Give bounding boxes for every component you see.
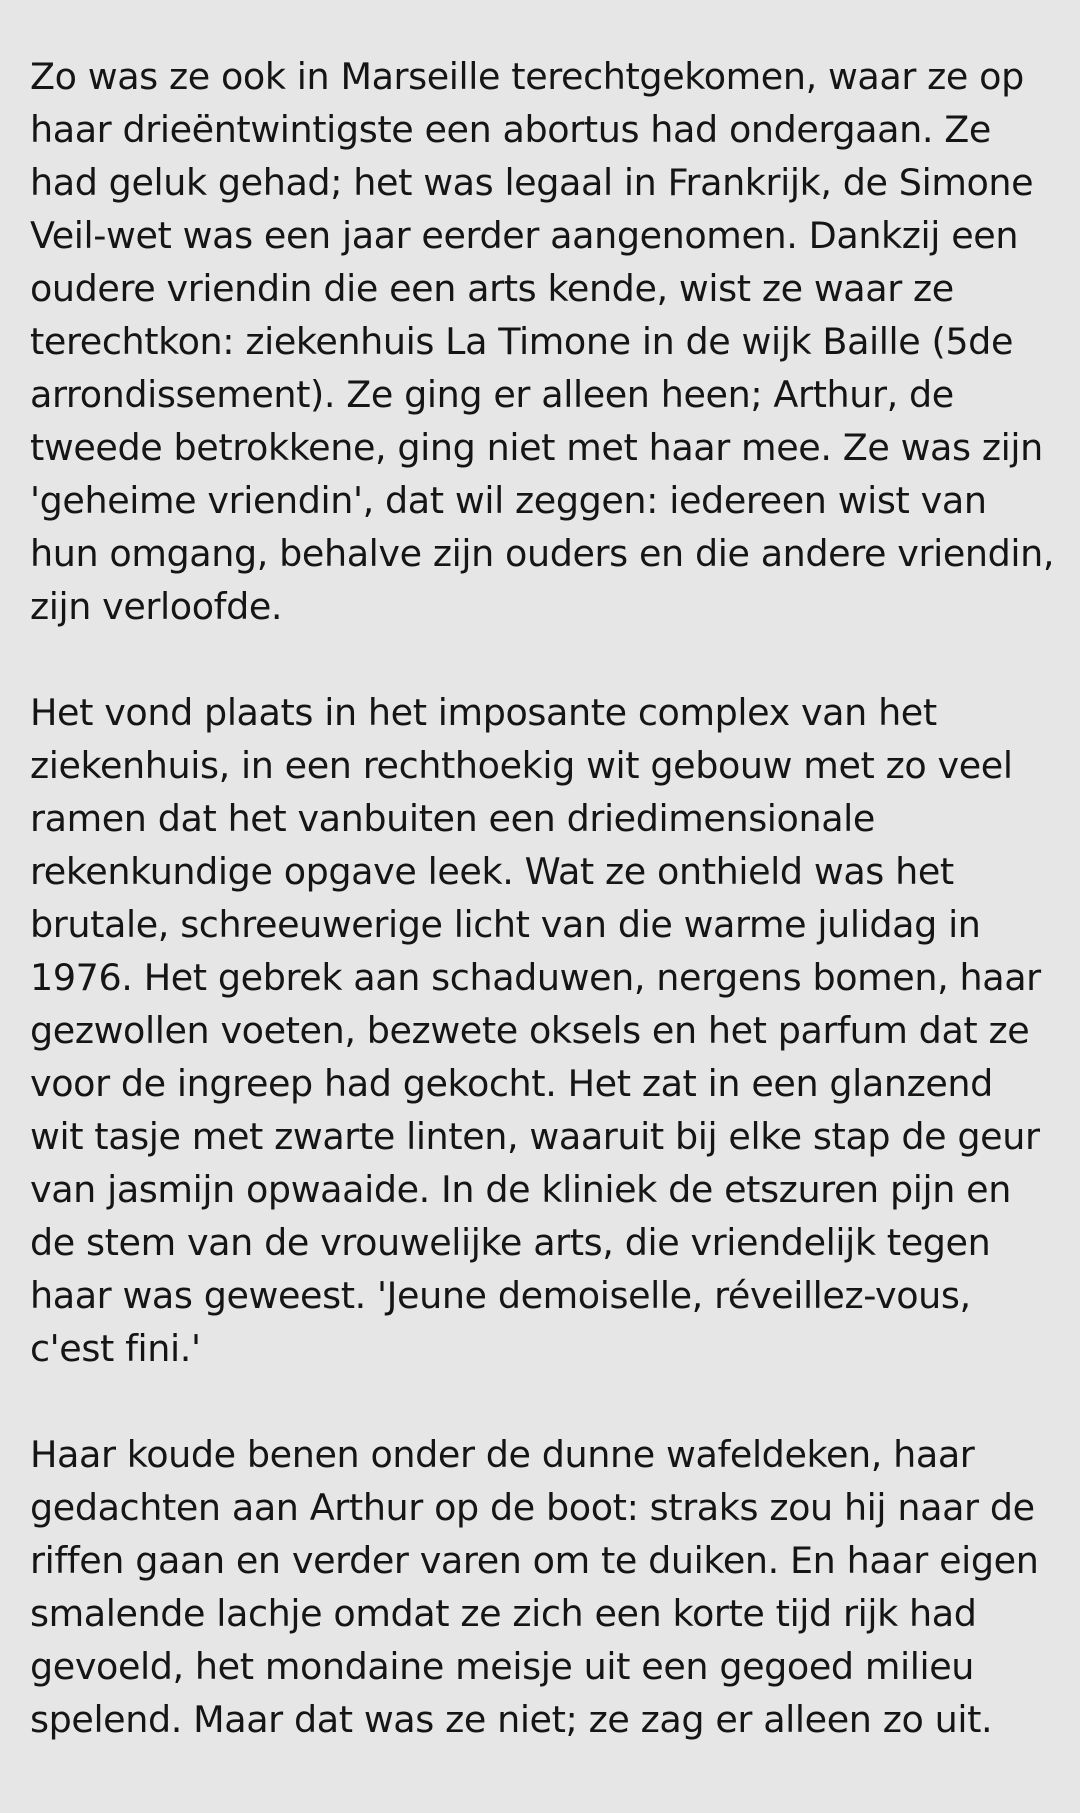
paragraph-2: Het vond plaats in het imposante complex van het ziekenhuis, in een rechthoekig wit gebouw met zo veel ramen dat het vanbuiten een driedimensionale rekenkundige opgave leek. Wat ze onthield was het brutale, schreeuwerige licht van die warme julidag in 1976. Het gebrek aan schaduwen, nergens bomen, haar gezwollen voeten, bezwete oksels en het parfum dat ze voor de ingreep had gekocht. Het zat in een glanzend wit tasje met zwarte linten, waaruit bij elke stap de geur van jasmijn opwaaide. In de kliniek de etszuren pijn en de stem van de vrouwelijke arts, die vriendelijk tegen haar was geweest. 'Jeune demoiselle, réveillez-vous, c'est fini.' (30, 691, 1041, 1370)
paragraph-1: Zo was ze ook in Marseille terechtgekomen, waar ze op haar drieëntwintigste een abortus had ondergaan. Ze had geluk gehad; het was legaal in Frankrijk, de Simone Veil-wet was een jaar eerder aangenomen. Dankzij een oudere vriendin die een arts kende, wist ze waar ze terechtkon: ziekenhuis La Timone in de wijk Baille (5de arrondissement). Ze ging er alleen heen; Arthur, de tweede betrokkene, ging niet met haar mee. Ze was zijn 'geheime vriendin', dat wil zeggen: iedereen wist van hun omgang, behalve zijn ouders en die andere vriendin, zijn verloofde. (30, 55, 1055, 628)
paragraph-3: Haar koude benen onder de dunne wafeldeken, haar gedachten aan Arthur op de boot: straks zou hij naar de riffen gaan en verder varen om te duiken. En haar eigen smalende lachje omdat ze zich een korte tijd rijk had gevoeld, het mondaine meisje uit een gegoed milieu spelend. Maar dat was ze niet; ze zag er alleen zo uit. (30, 1433, 1039, 1741)
